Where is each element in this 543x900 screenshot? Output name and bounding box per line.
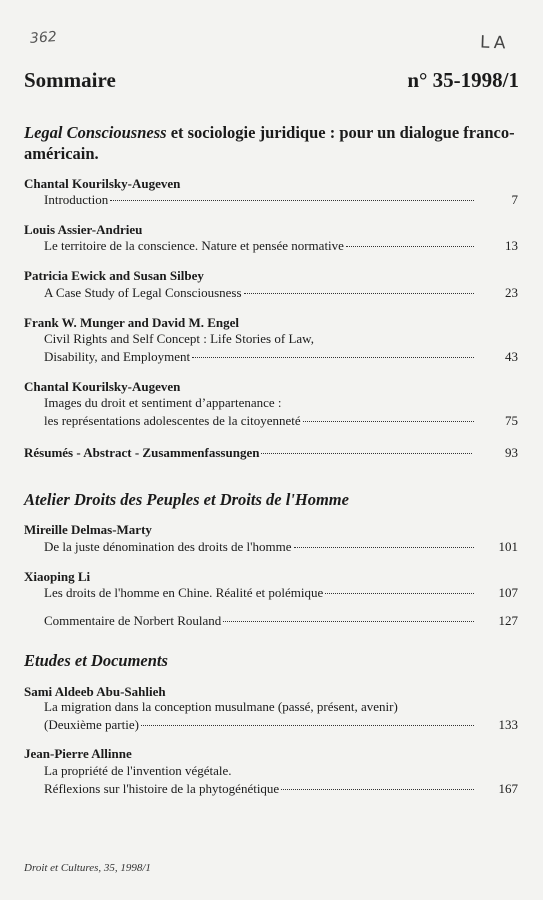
leader-dots — [141, 725, 474, 726]
handwritten-corner-mark: LA — [479, 32, 510, 54]
toc-entry-line: La migration dans la conception musulmane (passé, présent, avenir) — [44, 699, 398, 714]
toc-page-number: 107 — [498, 585, 518, 600]
toc-page-number: 7 — [511, 192, 518, 207]
toc-page-number: 133 — [498, 717, 518, 732]
page-footer: Droit et Cultures, 35, 1998/1 — [24, 862, 151, 874]
toc-page-number: 13 — [505, 238, 518, 253]
toc-entry-line: Images du droit et sentiment d’appartenance : — [44, 395, 282, 410]
issue-number: n° 35-1998/1 — [407, 68, 519, 92]
toc-author: Sami Aldeeb Abu-Sahlieh — [24, 684, 166, 699]
toc-entry[interactable] — [44, 330, 518, 366]
section-title-line2: américain. — [24, 144, 99, 163]
toc-entry[interactable] — [44, 191, 518, 209]
leader-dots — [223, 621, 474, 622]
toc-entry-line: Civil Rights and Self Concept : Life Stories of Law, — [44, 331, 314, 346]
toc-author: Jean-Pierre Allinne — [24, 746, 132, 761]
toc-entry[interactable] — [44, 762, 518, 798]
leader-dots — [325, 593, 474, 594]
leader-dots — [346, 246, 474, 247]
toc-author: Frank W. Munger and David M. Engel — [24, 315, 240, 330]
toc-entry-title: Disability, and Employment — [44, 349, 191, 364]
handwritten-page-mark: 362 — [29, 29, 58, 47]
toc-page-number: 93 — [505, 445, 518, 460]
toc-entry[interactable] — [44, 698, 518, 734]
leader-dots — [110, 200, 474, 201]
toc-author: Patricia Ewick and Susan Silbey — [24, 268, 204, 283]
toc-entry-title: A Case Study of Legal Consciousness — [44, 285, 242, 300]
page-header — [24, 68, 519, 93]
toc-author: Xiaoping Li — [24, 569, 91, 584]
leader-dots — [192, 357, 474, 358]
toc-entry-title: Commentaire de Norbert Rouland — [44, 613, 222, 628]
toc-entry[interactable] — [44, 237, 518, 255]
toc-page-number: 127 — [498, 613, 518, 628]
toc-entry[interactable] — [44, 394, 518, 430]
toc-author: Chantal Kourilsky-Augeven — [24, 176, 181, 191]
toc-author: Chantal Kourilsky-Augeven — [24, 379, 181, 394]
leader-dots — [294, 547, 475, 548]
toc-author: Louis Assier-Andrieu — [24, 222, 143, 237]
leader-dots — [303, 421, 474, 422]
toc-entry-title: Introduction — [44, 192, 109, 207]
toc-entry[interactable] — [44, 284, 518, 302]
toc-entry-title: les représentations adolescentes de la citoyenneté — [44, 413, 301, 428]
toc-page-number: 75 — [505, 413, 518, 428]
toc-page-number: 43 — [505, 349, 518, 364]
section-title-legal-consciousness — [24, 122, 520, 164]
resumes-label: Résumés - Abstract - Zusammenfassungen — [24, 445, 260, 460]
page-title: Sommaire — [24, 68, 116, 92]
leader-dots — [261, 453, 472, 454]
section-title-rest: et sociologie juridique : pour un dialogue franco- — [166, 123, 515, 142]
toc-entry-title: Le territoire de la conscience. Nature et pensée normative — [44, 238, 344, 253]
toc-page-number: 101 — [498, 539, 518, 554]
toc-entry-line: La propriété de l'invention végétale. — [44, 763, 232, 778]
toc-entry[interactable] — [44, 612, 518, 630]
section-title-atelier: Atelier Droits des Peuples et Droits de l'Homme — [24, 490, 349, 509]
toc-entry-title: De la juste dénomination des droits de l'homme — [44, 539, 292, 554]
toc-entry-title: Réflexions sur l'histoire de la phytogénétique — [44, 781, 280, 796]
toc-author: Mireille Delmas-Marty — [24, 522, 152, 537]
leader-dots — [281, 789, 474, 790]
toc-page-number: 167 — [498, 781, 518, 796]
section-title-italic: Legal Consciousness — [24, 123, 167, 142]
section-title-etudes: Etudes et Documents — [24, 651, 168, 670]
toc-entry[interactable] — [44, 538, 518, 556]
toc-page-number: 23 — [505, 285, 518, 300]
toc-entry-title: Les droits de l'homme en Chine. Réalité et polémique — [44, 585, 324, 600]
toc-entry-title: (Deuxième partie) — [44, 717, 139, 732]
toc-entry-resumes[interactable] — [24, 444, 518, 462]
leader-dots — [244, 293, 474, 294]
toc-entry[interactable] — [44, 584, 518, 602]
